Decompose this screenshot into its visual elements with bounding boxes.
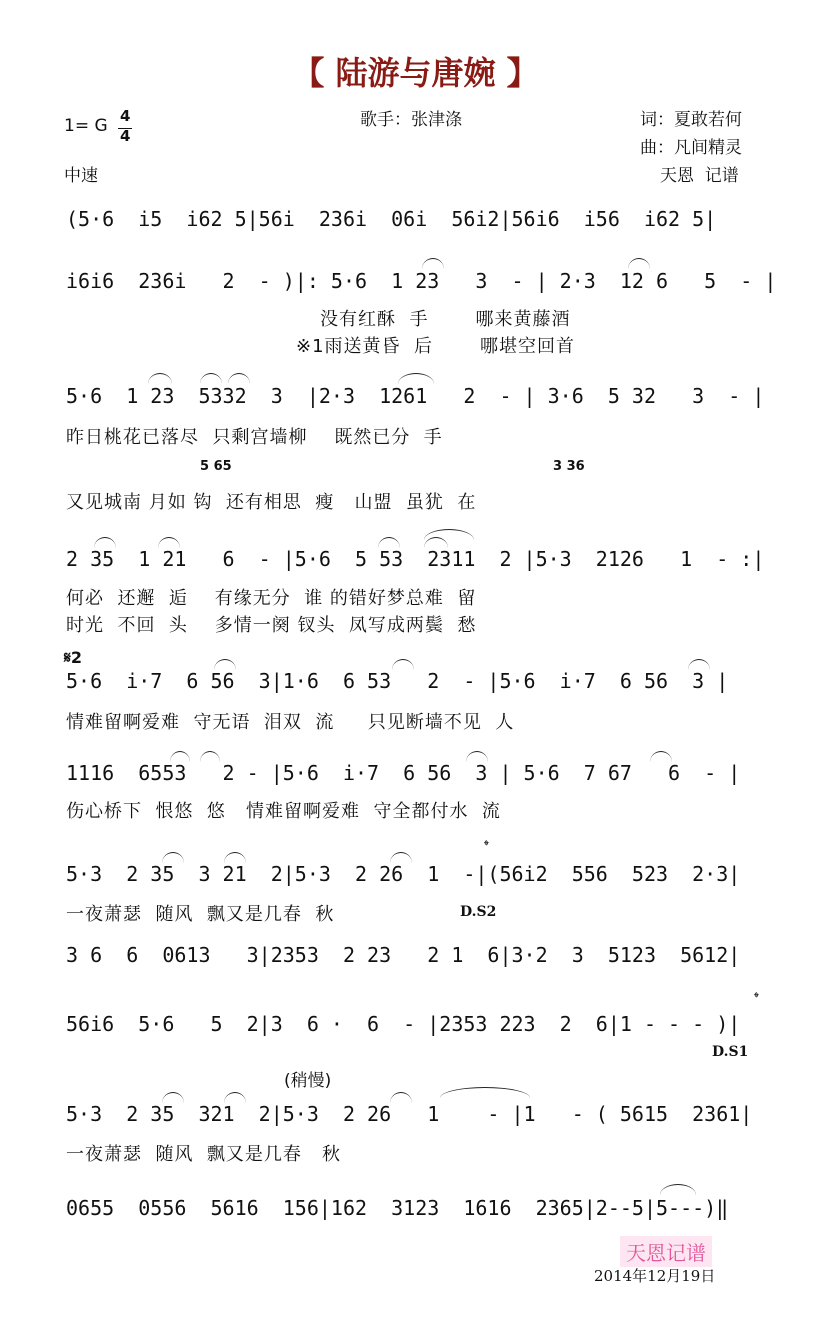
slur-mark <box>94 537 116 548</box>
score-line: (5·6 i5 i62 5|56i 236i 06i 56i2|56i6 i56 i62 5| <box>66 207 717 231</box>
score-line: 5·6 i·7 6 56 3|1·6 6 53 2 - |5·6 i·7 6 56 3 | <box>66 669 729 693</box>
tie-mark <box>440 1087 530 1098</box>
segno-mark: 𝄋2 <box>64 648 83 667</box>
lyric-line: ※1雨送黄昏 后 哪堪空回首 <box>296 336 576 357</box>
slur-mark <box>650 751 672 762</box>
slur-mark <box>162 1092 184 1103</box>
slur-mark <box>390 1092 412 1103</box>
slur-mark <box>170 751 190 762</box>
tie-mark <box>660 1184 696 1195</box>
page-title: 【 陆游与唐婉 】 <box>292 54 539 92</box>
score-line: 0655 0556 5616 156|162 3123 1616 2365|2--5|5---)‖ <box>66 1196 729 1220</box>
score-line: 1116 6553 2 - |5·6 i·7 6 56 3 | 5·6 7 67 6 - | <box>66 761 741 785</box>
score-line: 56i6 5·6 5 2|3 6 · 6 - |2353 223 2 6|1 - - - )| <box>66 1012 741 1036</box>
slur-mark <box>224 1092 246 1103</box>
slur-mark <box>392 659 414 670</box>
tempo-change: (稍慢) <box>284 1071 332 1091</box>
slur-mark <box>628 258 650 269</box>
slur-mark <box>224 852 246 863</box>
lyricist-credit: 词：夏敢若何 <box>640 110 742 130</box>
transcriber-credit: 天恩 记谱 <box>660 166 739 186</box>
slur-mark <box>228 373 250 384</box>
key-signature: 1= G <box>64 116 108 136</box>
slur-mark <box>466 751 488 762</box>
lyric-line: 昨日桃花已落尽 只剩宫墙柳 既然已分 手 <box>66 427 443 448</box>
lyric-line: 伤心桥下 恨悠 悠 情难留啊爱难 守全都付水 流 <box>66 801 501 822</box>
variant-notes: 5 65 <box>200 459 232 474</box>
composer-credit: 曲：凡间精灵 <box>640 138 742 158</box>
transcriber-stamp: 天恩记谱 <box>620 1236 712 1267</box>
score-line: 3 6 6 0613 3|2353 2 23 2 1 6|3·2 3 5123 5612| <box>66 943 741 967</box>
slur-mark <box>378 537 400 548</box>
dal-segno-2: D.S2 <box>460 904 497 920</box>
lyric-line: 何必 还邂 逅 有缘无分 谁 的错好梦总难 留 <box>66 588 477 609</box>
transcription-date: 2014年12月19日 <box>594 1267 716 1285</box>
score-line: i6i6 236i 2 - )|: 5·6 1 23 3 - | 2·3 12 6 5 - | <box>66 269 777 293</box>
slur-mark <box>398 373 434 384</box>
lyric-line: 一夜萧瑟 随风 飘又是几春 秋 <box>66 1144 342 1165</box>
score-line: 5·3 2 35 3 21 2|5·3 2 26 1 -|(56i2 556 523 2·3| <box>66 862 741 886</box>
singer-credit: 歌手：张津涤 <box>360 110 462 130</box>
lyric-line: 没有红酥 手 哪来黄藤酒 <box>320 309 571 330</box>
dal-segno-1: D.S1 <box>712 1044 749 1060</box>
slur-mark <box>688 659 710 670</box>
slur-mark <box>162 852 184 863</box>
tempo-marking: 中速 <box>64 166 98 186</box>
slur-mark <box>390 852 412 863</box>
slur-mark <box>200 751 220 762</box>
lyric-line: 时光 不回 头 多情一阕 钗头 凤写成两鬓 愁 <box>66 615 477 636</box>
lyric-line: 情难留啊爱难 守无语 泪双 流 只见断墙不见 人 <box>66 712 515 733</box>
slur-mark <box>158 537 180 548</box>
time-signature-bottom: 4 <box>120 127 131 145</box>
lyric-line: 又见城南 月如 钩 还有相思 瘦 山盟 虽犹 在 <box>66 492 477 513</box>
slur-mark <box>200 373 222 384</box>
slur-mark <box>214 659 236 670</box>
lyric-line: 一夜萧瑟 随风 飘又是几春 秋 <box>66 904 335 925</box>
variant-notes: 3 36 <box>553 459 585 474</box>
slur-mark <box>422 258 444 269</box>
time-signature-top: 4 <box>120 107 131 125</box>
score-line: 5·6 1 23 5332 3 |2·3 1261 2 - | 3·6 5 32 3 - | <box>66 384 765 408</box>
coda-mark: 𝄌 <box>754 990 759 1006</box>
score-line: 5·3 2 35 321 2|5·3 2 26 1 - |1 - ( 5615 2361| <box>66 1102 753 1126</box>
slur-mark <box>148 373 172 384</box>
coda-mark: 𝄌 <box>484 838 489 854</box>
score-line: 2 35 1 21 6 - |5·6 5 53 2311 2 |5·3 2126 1 - :| <box>66 547 765 571</box>
